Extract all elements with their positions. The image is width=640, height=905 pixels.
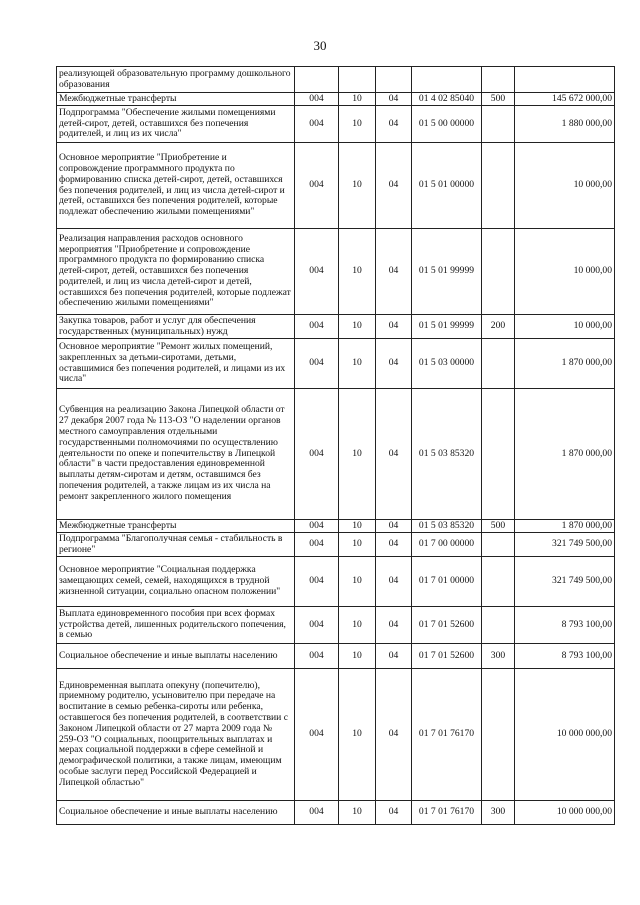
cell-name: Реализация направления расходов основного мероприятия "Приобретение и сопровождение программного продукта по формированию списка детей-сирот, детей, оставшихся без попечения родителей, и лиц из числа детей-сирот и детей, оставшихся без попечения родителей, которые подлежат обеспечению жилыми помещениями" [57,229,295,315]
cell-target: 01 5 03 85320 [412,520,482,533]
cell-target: 01 7 01 76170 [412,669,482,801]
cell-name: Межбюджетные трансферты [57,520,295,533]
cell-target: 01 7 00 00000 [412,533,482,557]
table-row [57,557,615,607]
cell-ministry: 004 [295,339,339,389]
cell-target: 01 4 02 85040 [412,93,482,106]
cell-subsection: 04 [376,533,412,557]
cell-subsection: 04 [376,644,412,669]
table-row [57,389,615,520]
cell-expense [482,143,515,229]
cell-expense [482,669,515,801]
cell-section: 10 [339,389,376,520]
cell-section [339,67,376,93]
cell-amount: 321 749 500,00 [515,533,615,557]
cell-name: Социальное обеспечение и иные выплаты населению [57,644,295,669]
cell-amount: 10 000,00 [515,315,615,339]
cell-name: Единовременная выплата опекуну (попечителю), приемному родителю, усыновителю при передаче на воспитание в семью ребенка-сироты или ребенка, оставшегося без попечения родителей, в соответствии с Законом Липецкой области от 27 марта 2009 года № 259-ОЗ "О социальных, поощрительных выплатах и мерах социальной поддержки в сфере семейной и демографической политики, а также лицам, имеющим особые заслуги перед Российской Федерацией и Липецкой областью" [57,669,295,801]
table-row [57,67,615,93]
table-row [57,520,615,533]
cell-target: 01 5 03 00000 [412,339,482,389]
cell-expense [482,607,515,644]
cell-name: Подпрограмма "Благополучная семья - стабильность в регионе" [57,533,295,557]
cell-amount: 321 749 500,00 [515,557,615,607]
cell-ministry: 004 [295,801,339,825]
cell-subsection: 04 [376,229,412,315]
table-row [57,644,615,669]
cell-ministry: 004 [295,557,339,607]
cell-amount: 1 870 000,00 [515,339,615,389]
cell-amount: 1 870 000,00 [515,520,615,533]
table-row [57,533,615,557]
cell-ministry: 004 [295,143,339,229]
cell-amount: 10 000 000,00 [515,669,615,801]
cell-ministry [295,67,339,93]
cell-expense [482,229,515,315]
cell-name: Основное мероприятие "Приобретение и сопровождение программного продукта по формированию списка детей-сирот, детей, оставшихся без попечения родителей, и лиц из числа детей-сирот и детей, оставшихся без попечения родителей, которые подлежат обеспечению жилыми помещениями" [57,143,295,229]
cell-amount: 8 793 100,00 [515,644,615,669]
cell-expense [482,557,515,607]
table-body [57,67,615,825]
cell-ministry: 004 [295,106,339,143]
cell-target: 01 5 03 85320 [412,389,482,520]
cell-subsection: 04 [376,339,412,389]
cell-expense [482,339,515,389]
cell-section: 10 [339,339,376,389]
cell-expense: 300 [482,644,515,669]
cell-subsection: 04 [376,520,412,533]
cell-amount: 10 000,00 [515,229,615,315]
cell-name: Закупка товаров, работ и услуг для обеспечения государственных (муниципальных) нужд [57,315,295,339]
cell-name: Субвенция на реализацию Закона Липецкой области от 27 декабря 2007 года № 113-ОЗ "О наделении органов местного самоуправления отдельными государственными полномочиями по осуществлению деятельности по опеке и попечительству в Липецкой области" в части предоставления единовременной выплаты детям-сиротам и детям, оставшимся без попечения родителей, а также лицам из их числа на ремонт закрепленного жилого помещения [57,389,295,520]
cell-name: Подпрограмма "Обеспечение жилыми помещениями детей-сирот, детей, оставшихся без попечения родителей, и лиц из их числа" [57,106,295,143]
cell-section: 10 [339,143,376,229]
cell-section: 10 [339,533,376,557]
cell-expense [482,389,515,520]
cell-target: 01 5 01 99999 [412,229,482,315]
cell-amount: 1 870 000,00 [515,389,615,520]
cell-expense [482,67,515,93]
cell-expense: 500 [482,520,515,533]
table-row [57,93,615,106]
cell-expense [482,106,515,143]
page-number: 30 [313,38,327,53]
table-row [57,315,615,339]
cell-section: 10 [339,644,376,669]
cell-section: 10 [339,315,376,339]
cell-subsection: 04 [376,557,412,607]
cell-section: 10 [339,229,376,315]
table-row [57,339,615,389]
cell-target: 01 7 01 52600 [412,607,482,644]
table-row [57,607,615,644]
cell-name: реализующей образовательную программу дошкольного образования [57,67,295,93]
cell-target: 01 5 01 99999 [412,315,482,339]
cell-ministry: 004 [295,533,339,557]
cell-amount [515,67,615,93]
cell-name: Основное мероприятие "Ремонт жилых помещений, закрепленных за детьми-сиротами, детьми, оставшимися без попечения родителей, и лицами из их числа" [57,339,295,389]
cell-ministry: 004 [295,520,339,533]
cell-subsection: 04 [376,106,412,143]
cell-section: 10 [339,801,376,825]
cell-amount: 145 672 000,00 [515,93,615,106]
cell-ministry: 004 [295,315,339,339]
cell-name: Основное мероприятие "Социальная поддержка замещающих семей, семей, находящихся в трудной жизненной ситуации, социально опасном положении" [57,557,295,607]
cell-section: 10 [339,669,376,801]
cell-section: 10 [339,106,376,143]
cell-target [412,67,482,93]
cell-ministry: 004 [295,93,339,106]
cell-target: 01 5 00 00000 [412,106,482,143]
cell-subsection: 04 [376,389,412,520]
cell-expense: 200 [482,315,515,339]
cell-name: Социальное обеспечение и иные выплаты населению [57,801,295,825]
cell-subsection: 04 [376,315,412,339]
cell-expense [482,533,515,557]
cell-section: 10 [339,607,376,644]
budget-table [56,66,615,825]
cell-section: 10 [339,520,376,533]
table-row [57,229,615,315]
cell-subsection: 04 [376,93,412,106]
cell-ministry: 004 [295,389,339,520]
table-row [57,801,615,825]
cell-target: 01 7 01 00000 [412,557,482,607]
cell-ministry: 004 [295,669,339,801]
cell-subsection: 04 [376,607,412,644]
cell-section: 10 [339,557,376,607]
cell-amount: 10 000 000,00 [515,801,615,825]
table-row [57,143,615,229]
cell-amount: 10 000,00 [515,143,615,229]
cell-subsection: 04 [376,801,412,825]
cell-target: 01 5 01 00000 [412,143,482,229]
cell-amount: 1 880 000,00 [515,106,615,143]
cell-subsection: 04 [376,669,412,801]
cell-name: Межбюджетные трансферты [57,93,295,106]
cell-expense: 300 [482,801,515,825]
cell-target: 01 7 01 52600 [412,644,482,669]
cell-target: 01 7 01 76170 [412,801,482,825]
cell-ministry: 004 [295,229,339,315]
cell-subsection [376,67,412,93]
cell-subsection: 04 [376,143,412,229]
cell-section: 10 [339,93,376,106]
cell-expense: 500 [482,93,515,106]
table-row [57,106,615,143]
cell-ministry: 004 [295,607,339,644]
cell-name: Выплата единовременного пособия при всех формах устройства детей, лишенных родительского попечения, в семью [57,607,295,644]
cell-amount: 8 793 100,00 [515,607,615,644]
table-row [57,669,615,801]
cell-ministry: 004 [295,644,339,669]
